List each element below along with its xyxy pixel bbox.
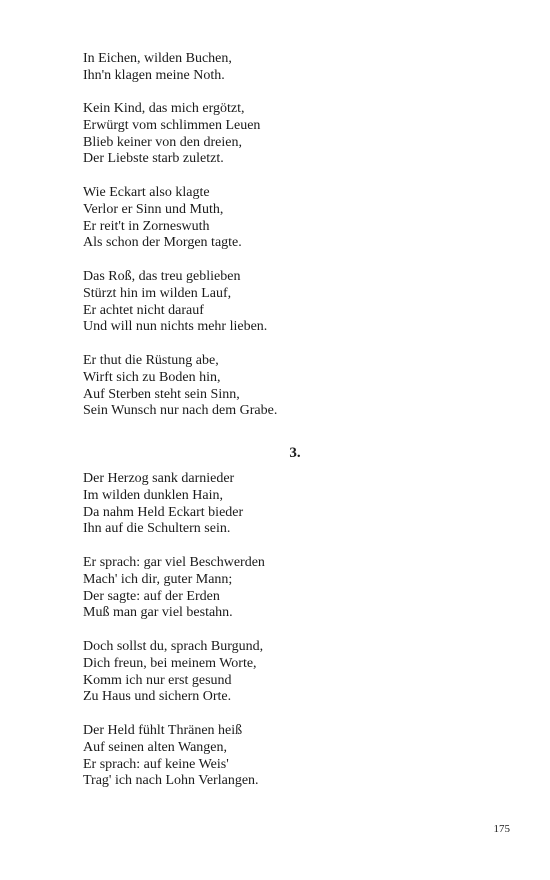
verse-line: Wie Eckart also klagte	[83, 185, 210, 200]
verse-line: Der Held fühlt Thränen heiß	[83, 723, 243, 738]
verse-line: Zu Haus und sichern Orte.	[83, 689, 232, 705]
section-number: 3.	[289, 445, 301, 461]
verse-line: Ihn'n klagen meine Noth.	[83, 67, 225, 83]
stanza	[83, 555, 483, 622]
verse-line: Dich freun, bei meinem Worte,	[83, 655, 257, 671]
verse-line: Kein Kind, das mich ergötzt,	[83, 101, 245, 116]
verse-line: Sein Wunsch nur nach dem Grabe.	[83, 403, 278, 419]
stanza	[83, 51, 483, 85]
verse-line: Das Roß, das treu geblieben	[83, 269, 241, 284]
verse-line: Komm ich nur erst gesund	[83, 672, 232, 688]
verse-line: Der sagte: auf der Erden	[83, 588, 220, 604]
verse-line: Ihn auf die Schultern sein.	[83, 521, 231, 537]
verse-line: Als schon der Morgen tagte.	[83, 235, 242, 251]
verse-line: Er sprach: gar viel Beschwerden	[83, 555, 265, 570]
stanza	[83, 185, 483, 252]
verse-line: Im wilden dunklen Hain,	[83, 487, 223, 503]
verse-line: Er thut die Rüstung abe,	[83, 353, 219, 368]
stanza	[83, 101, 483, 168]
verse-line: Auf seinen alten Wangen,	[83, 739, 228, 755]
verse-line: Verlor er Sinn und Muth,	[83, 201, 224, 217]
verse-line: Blieb keiner von den dreien,	[83, 134, 243, 150]
verse-line: Und will nun nichts mehr lieben.	[83, 319, 268, 335]
verse-line: Der Liebste starb zuletzt.	[83, 151, 224, 167]
verse-line: Mach' ich dir, guter Mann;	[83, 571, 233, 587]
verse-line: Er reit't in Zorneswuth	[83, 218, 210, 234]
stanza	[83, 471, 483, 538]
verse-line: Muß man gar viel bestahn.	[83, 605, 233, 621]
verse-line: In Eichen, wilden Buchen,	[83, 51, 232, 66]
verse-line: Trag' ich nach Lohn Verlangen.	[83, 773, 259, 789]
stanza	[83, 639, 483, 706]
verse-line: Stürzt hin im wilden Lauf,	[83, 285, 232, 301]
verse-line: Er achtet nicht darauf	[83, 302, 204, 318]
verse-line: Doch sollst du, sprach Burgund,	[83, 639, 264, 654]
verse-line: Da nahm Held Eckart bieder	[83, 504, 244, 520]
verse-line: Wirft sich zu Boden hin,	[83, 369, 221, 385]
verse-line: Erwürgt vom schlimmen Leuen	[83, 117, 261, 133]
verse-line: Der Herzog sank darnieder	[83, 471, 235, 486]
stanza	[83, 723, 483, 790]
stanza	[83, 353, 483, 420]
page-number: 175	[493, 823, 510, 835]
verse-line: Er sprach: auf keine Weis'	[83, 756, 229, 772]
stanza	[83, 269, 483, 336]
verse-line: Auf Sterben steht sein Sinn,	[83, 386, 240, 402]
